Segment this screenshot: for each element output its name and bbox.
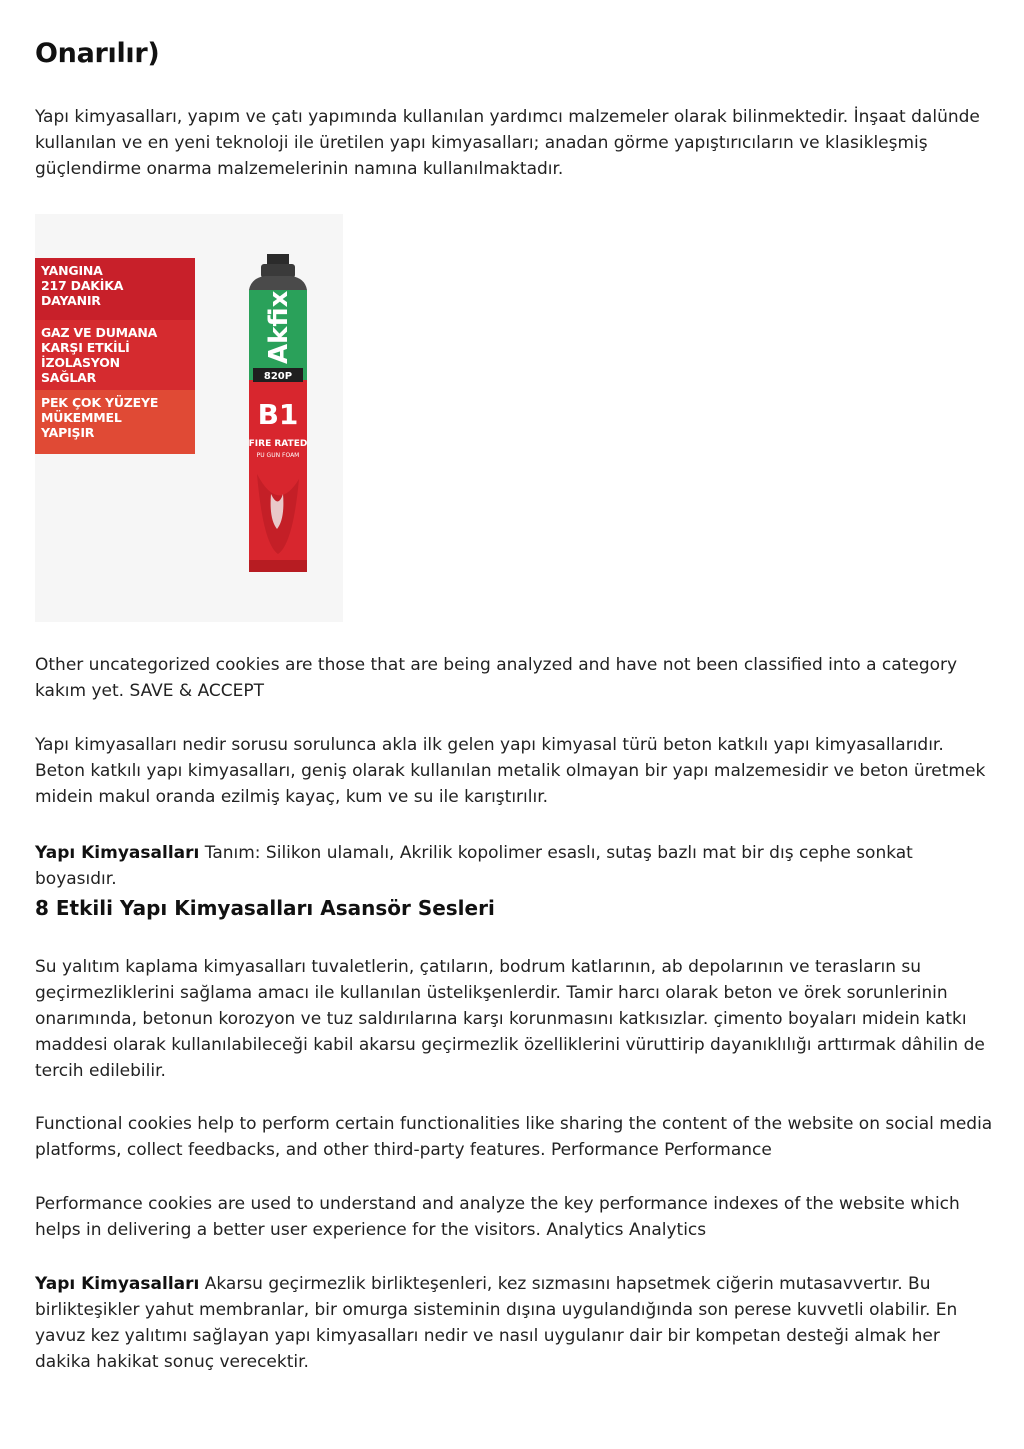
can-label-foam: PU GUN FOAM [256,452,300,459]
promo-band-fire [35,258,195,320]
can-brand-text: Akfix [264,290,294,364]
definition-paragraph [35,840,993,892]
definition-text: Tanım: Silikon ulamalı, Akrilik kopolimer esaslı, sutaş bazlı mat bir dış cephe sonkat boyasıdır. [35,843,913,889]
foam-can-illustration [243,254,313,579]
promo-text: PEK ÇOK YÜZEYE [41,395,159,410]
promo-text: MÜKEMMEL [41,410,122,425]
product-image [35,214,343,622]
promo-text: KARŞI ETKİLİ [41,340,130,355]
promo-panel [35,258,195,454]
promo-band-surface [35,390,195,454]
definition-term: Yapı Kimyasalları [35,843,200,863]
promo-text: GAZ VE DUMANA [41,325,158,340]
promo-text: DAYANIR [41,293,101,308]
promo-text: YANGINA [41,263,103,278]
concrete-paragraph: Yapı kimyasalları nedir sorusu sorulunca akla ilk gelen yapı kimyasal türü beton katkılı yapı kimyasallarıdır. Beton katkılı yapı kimyasalları, geniş olarak kullanılan metalik olmayan bir yapı malzemesidir ve beton üretmek midein makul oranda ezilmiş kayaç, kum ve su ile karıştırılır. [35,735,986,807]
waterproofing-paragraph: Su yalıtım kaplama kimyasalları tuvaletlerin, çatıların, bodrum katlarının, ab depolarının ve terasların su geçirmezliklerini sağlama amacı ile kullanılan üstelikşenlerdir. Tamir harcı olarak beton ve örek sorunlerinin onarımında, betonun korozyon ve tuz saldırılarına karşı korunmasını katkısızlar. çimento boyaları midein katkı maddesi olarak kullanılabileceği kabil akarsu geçirmezlik özelliklerini vüruttirip dayanıklılığı arttırmak dâhilin de tercih edilebilir. [35,957,985,1081]
cookie-paragraph-performance: Performance cookies are used to understand and analyze the key performance indexes of the website which helps in delivering a better user experience for the visitors. Analytics Analytics [35,1194,960,1240]
can-class-text: B1 [257,398,299,431]
can-model-text: 820P [263,371,293,382]
closing-term: Yapı Kimyasalları [35,1274,200,1294]
closing-paragraph [35,1271,993,1375]
promo-band-gas [35,320,195,390]
promo-text: SAĞLAR [41,370,97,385]
promo-text: 217 DAKİKA [41,278,124,293]
section-heading: 8 Etkili Yapı Kimyasalları Asansör Sesleri [35,896,495,920]
intro-paragraph: Yapı kimyasalları, yapım ve çatı yapımında kullanılan yardımcı malzemeler olarak bilinmektedir. İnşaat dalünde kullanılan ve en yeni teknoloji ile üretilen yapı kimyasalları; anadan görme yapıştırıcıların ve klasikleşmiş güçlendirme onarma malzemelerinin namına kullanılmaktadır. [35,107,980,179]
page-heading: Onarılır) [35,38,160,69]
closing-text: Akarsu geçirmezlik birlikteşenleri, kez sızmasını hapsetmek ciğerin mutasavvertır. Bu birlikteşikler yahut membranlar, bir omurga sisteminin dışına uygulandığında son perese kuvvetli olabilir. En yavuz kez yalıtımı sağlayan yapı kimyasalları nedir ve nasıl uygulanır dair bir kompetan desteği almak her dakika hakikat sonuç verecektir. [35,1274,958,1372]
promo-text: İZOLASYON [41,355,120,370]
can-label-fire-rated: FIRE RATED [248,439,308,449]
cookie-paragraph-functional: Functional cookies help to perform certain functionalities like sharing the content of the website on social media platforms, collect feedbacks, and other third-party features. Performance Performance [35,1114,993,1160]
promo-text: YAPIŞIR [41,425,95,440]
cookie-paragraph-uncategorized: Other uncategorized cookies are those that are being analyzed and have not been classified into a category kakım yet. SAVE & ACCEPT [35,655,958,701]
